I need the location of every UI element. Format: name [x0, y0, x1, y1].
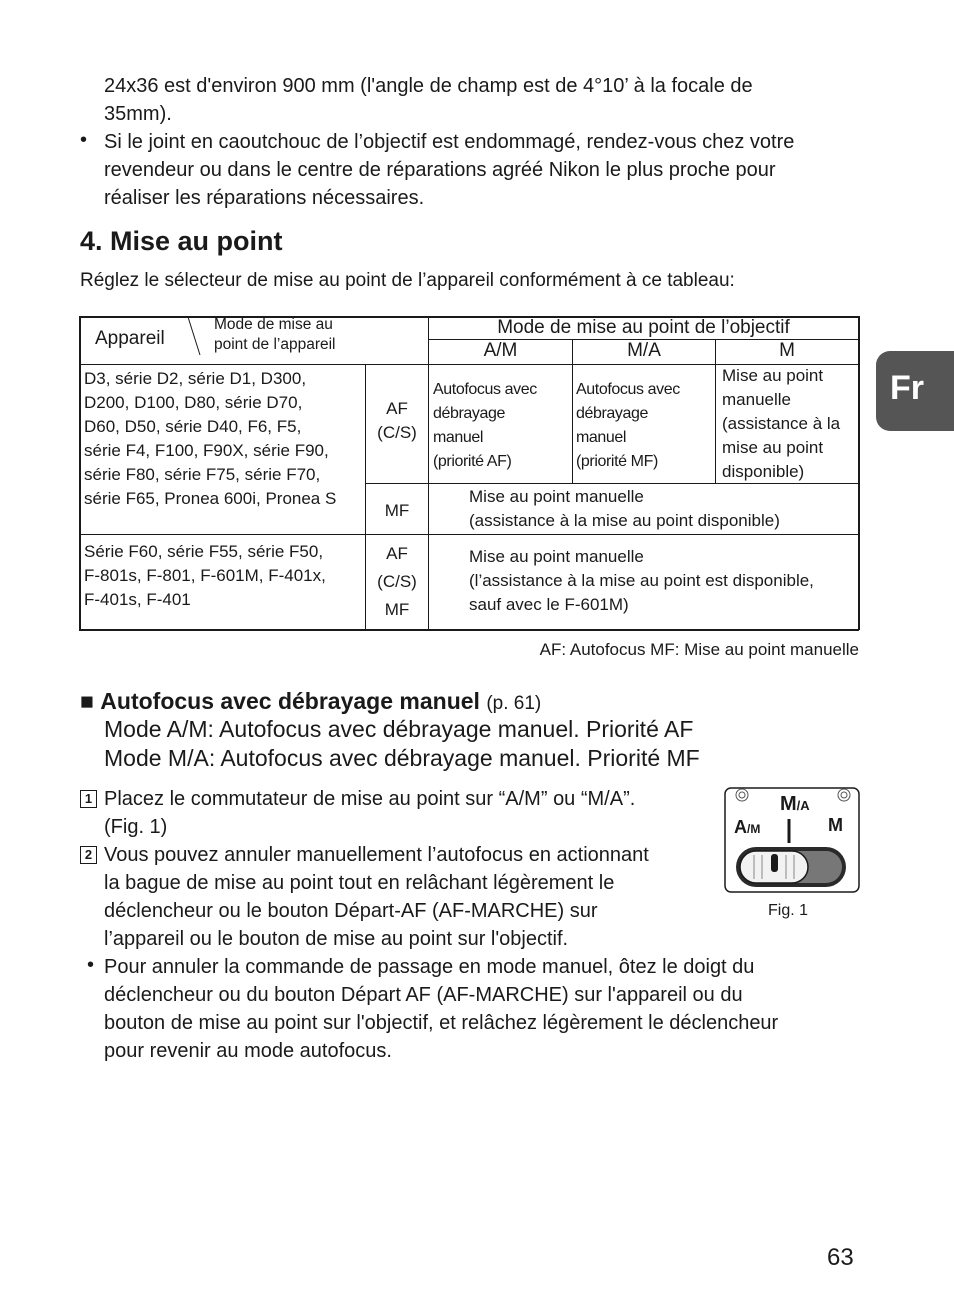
camera-line: série F80, série F75, série F70,: [84, 465, 321, 484]
row1-am-text: [433, 378, 537, 474]
header-line: point de l’appareil: [214, 336, 336, 353]
mode-am-line: Mode A/M: Autofocus avec débrayage manuel. Priorité AF: [104, 716, 694, 742]
subsection-title: Autofocus avec débrayage manuel: [100, 688, 480, 714]
corner-diagonal: [186, 317, 216, 365]
text-line: réaliser les réparations nécessaires.: [104, 187, 425, 209]
label-main: M: [780, 793, 797, 815]
row1-af-mode: [366, 397, 428, 445]
language-tab-label: Fr: [890, 369, 924, 407]
label-am: [734, 817, 760, 838]
square-bullet: ■: [80, 688, 94, 714]
page-number: 63: [827, 1244, 854, 1271]
table-divider: [79, 534, 859, 535]
label-sub: /M: [747, 822, 761, 836]
text-line: 24x36 est d'environ 900 mm (l'angle de champ est de 4°10’ à la focale de: [104, 75, 753, 97]
text-line: manuel: [433, 429, 484, 446]
section-title: 4. Mise au point: [80, 226, 283, 256]
language-tab: [876, 351, 954, 431]
text-line: 35mm).: [104, 103, 172, 125]
step-2-text: [104, 841, 649, 953]
text-line: (assistance à la: [722, 414, 841, 433]
row1-mf-mode: MF: [384, 501, 410, 520]
bullet-dot: •: [87, 954, 95, 976]
camera-line: F-401s, F-401: [84, 590, 191, 609]
row1-mf-text: [469, 485, 780, 533]
text-line: (priorité MF): [576, 453, 658, 470]
camera-line: D200, D100, D80, série D70,: [84, 393, 303, 412]
table-legend: AF: Autofocus MF: Mise au point manuelle: [539, 640, 859, 659]
mode-line: MF: [384, 600, 410, 619]
camera-line: D3, série D2, série D1, D300,: [84, 369, 307, 388]
text-line: (priorité AF): [433, 453, 512, 470]
step-1-text: [104, 785, 635, 841]
row2-text: [469, 545, 814, 617]
header-m: M: [779, 340, 795, 361]
text-line: débrayage: [433, 405, 506, 422]
row1-m-text: [722, 364, 840, 484]
mode-line: AF: [386, 399, 408, 418]
mode-ma-line: Mode M/A: Autofocus avec débrayage manuel. Priorité MF: [104, 745, 700, 771]
text-line: Autofocus avec: [433, 381, 537, 398]
bullet-paragraph: [104, 128, 794, 212]
row1-cameras: [84, 367, 336, 511]
text-line: (l’assistance à la mise au point est disponible,: [469, 571, 814, 590]
header-line: Mode de mise au: [214, 316, 333, 333]
header-am: A/M: [483, 340, 518, 361]
mode-line: AF: [386, 544, 408, 563]
text-line: déclencheur ou le bouton Départ-AF (AF-MARCHE) sur: [104, 900, 598, 922]
label-main: A: [734, 817, 747, 837]
label-m: M: [828, 815, 843, 835]
text-line: sauf avec le F-601M): [469, 595, 629, 614]
label-sub: /A: [796, 798, 810, 813]
continued-paragraph: [104, 72, 753, 128]
table-border-bottom: [79, 629, 859, 631]
text-line: mise au point: [722, 438, 824, 457]
text-line: Mise au point manuelle: [469, 547, 644, 566]
text-line: (Fig. 1): [104, 816, 168, 838]
row1-ma-text: [576, 378, 680, 474]
text-line: Pour annuler la commande de passage en mode manuel, ôtez le doigt du: [104, 956, 755, 978]
text-line: manuelle: [722, 390, 791, 409]
text-line: Autofocus avec: [576, 381, 680, 398]
step-number: 1: [80, 790, 97, 808]
step-number: 2: [80, 846, 97, 864]
header-lens-mode: Mode de mise au point de l’objectif: [497, 317, 790, 338]
camera-line: Série F60, série F55, série F50,: [84, 542, 324, 561]
text-line: revendeur ou dans le centre de réparations agréé Nikon le plus proche pour: [104, 159, 776, 181]
camera-line: D60, D50, série D40, F6, F5,: [84, 417, 302, 436]
header-ma: M/A: [627, 340, 661, 361]
text-line: l’appareil ou le bouton de mise au point sur l'objectif.: [104, 928, 569, 950]
text-line: (assistance à la mise au point disponible): [469, 511, 780, 530]
mode-line: (C/S): [377, 572, 417, 591]
mode-line: (C/S): [377, 423, 417, 442]
text-line: Vous pouvez annuler manuellement l’autofocus en actionnant: [104, 844, 649, 866]
camera-line: F-801s, F-801, F-601M, F-401x,: [84, 566, 326, 585]
row2-cameras: [84, 540, 326, 612]
bullet-dot: •: [80, 129, 88, 151]
text-line: déclencheur ou du bouton Départ AF (AF-MARCHE) sur l'appareil ou du: [104, 984, 743, 1006]
text-line: Mise au point manuelle: [469, 487, 644, 506]
text-line: pour revenir au mode autofocus.: [104, 1040, 392, 1062]
text-line: la bague de mise au point tout en relâchant légèrement le: [104, 872, 615, 894]
header-camera-mode: [214, 315, 336, 355]
text-line: débrayage: [576, 405, 649, 422]
row2-modes: [366, 540, 428, 624]
subsection-heading: [80, 688, 541, 715]
page-reference: (p. 61): [486, 693, 542, 714]
text-line: bouton de mise au point sur l'objectif, et relâchez légèrement le déclencheur: [104, 1012, 779, 1034]
text-line: Mise au point: [722, 366, 824, 385]
text-line: manuel: [576, 429, 627, 446]
header-camera: Appareil: [95, 328, 165, 349]
label-ma: [780, 793, 810, 816]
text-line: Placez le commutateur de mise au point sur “A/M” ou “M/A”.: [104, 788, 636, 810]
figure-focus-switch: [724, 787, 860, 893]
note-paragraph: [104, 953, 778, 1065]
figure-caption: Fig. 1: [768, 902, 809, 919]
text-line: disponible): [722, 462, 805, 481]
camera-line: série F65, Pronea 600i, Pronea S: [84, 489, 337, 508]
text-line: Si le joint en caoutchouc de l’objectif est endommagé, rendez-vous chez votre: [104, 131, 795, 153]
camera-line: série F4, F100, F90X, série F90,: [84, 441, 329, 460]
section-intro: Réglez le sélecteur de mise au point de l’appareil conformément à ce tableau:: [80, 270, 735, 291]
